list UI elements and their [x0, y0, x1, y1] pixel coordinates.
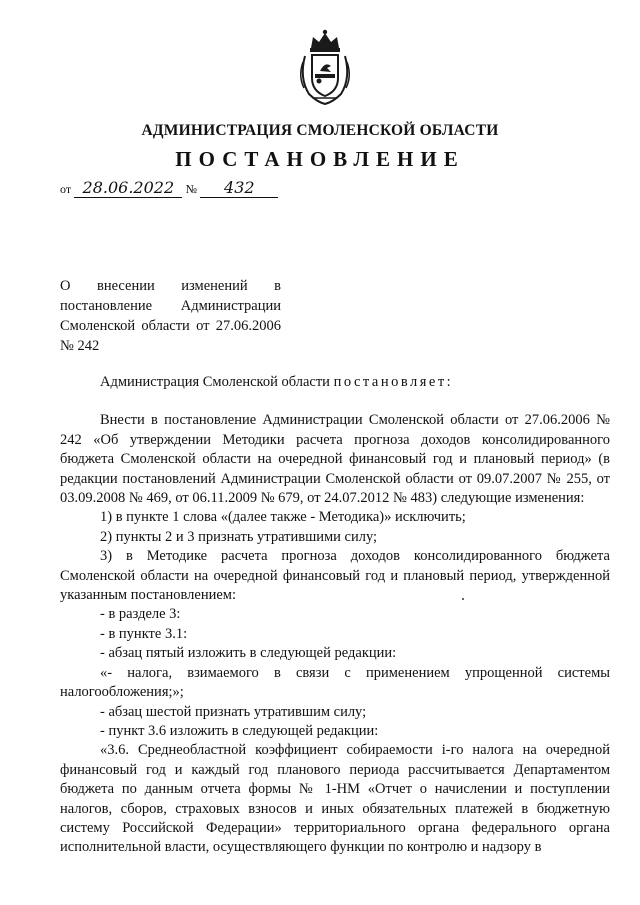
body-paragraph: - абзац пятый изложить в следующей редакции:	[100, 645, 397, 662]
handwritten-date: 28.06.2022	[74, 179, 182, 198]
body-paragraph: «3.6. Среднеобластной коэффициент собираемости i-го налога на очередной финансовый год и каждый год планового периода рассчитывается Департаментом бюджета по данным отчета формы № 1-НМ «Отчет о начислении и поступлении налогов, сборов, страховых взносов и иных обязательных платежей в бюджетную систему Российской Федерации» территориального органа федерального органа исполнительной власти, осуществляющего функции по контролю и надзору в	[60, 742, 610, 856]
document-body	[60, 373, 610, 858]
body-paragraph: 1) в пункте 1 слова «(далее также - Методика)» исключить;	[100, 509, 466, 526]
body-paragraph: - абзац шестой признать утратившим силу;	[100, 703, 367, 720]
body-paragraph: Внести в постановление Администрации Смоленской области от 27.06.2006 № 242 «Об утверждении Методики расчета прогноза доходов консолидированного бюджета Смоленской области на очередной финансовый год и плановый период» (в редакции постановлений Администрации Смоленской области от 09.07.2007 № 255, от 03.09.2008 № 469, от 06.11.2009 № 679, от 24.07.2012 № 483) следующие изменения:	[60, 412, 610, 507]
organization-name: АДМИНИСТРАЦИЯ СМОЛЕНСКОЙ ОБЛАСТИ	[141, 122, 499, 139]
resolving-clause	[60, 373, 610, 392]
resolving-clause-text: Администрация Смоленской области	[100, 374, 334, 390]
body-paragraph: 2) пункты 2 и 3 признать утратившими силу;	[100, 528, 378, 545]
subject-line: Смоленской области от 27.06.2006	[60, 318, 281, 334]
smolensk-coat-of-arms-icon	[295, 28, 355, 106]
handwritten-number: 432	[200, 179, 278, 198]
subject-line: постановление Администрации	[60, 298, 281, 314]
body-paragraph: - в разделе 3:	[100, 606, 181, 623]
number-prefix: №	[185, 182, 198, 196]
scan-speck	[462, 598, 464, 600]
body-paragraph: - в пункте 3.1:	[100, 625, 188, 642]
subject-line: О внесении изменений в	[60, 278, 281, 294]
body-paragraph: - пункт 3.6 изложить в следующей редакции:	[100, 722, 379, 739]
date-number-line	[60, 179, 278, 198]
subject-line: № 242	[60, 338, 100, 354]
resolving-clause-verb: постановляет:	[333, 374, 454, 390]
date-prefix: от	[60, 182, 72, 196]
body-paragraph: 3) в Методике расчета прогноза доходов консолидированного бюджета Смоленской области на очередной финансовый год и плановый период, утвержденной указанным постановлением:	[60, 548, 610, 604]
document-subject	[60, 276, 281, 356]
body-paragraph: «- налога, взимаемого в связи с применением упрощенной системы налогообложения;»;	[60, 664, 610, 701]
document-type-title: ПОСТАНОВЛЕНИЕ	[175, 147, 465, 171]
